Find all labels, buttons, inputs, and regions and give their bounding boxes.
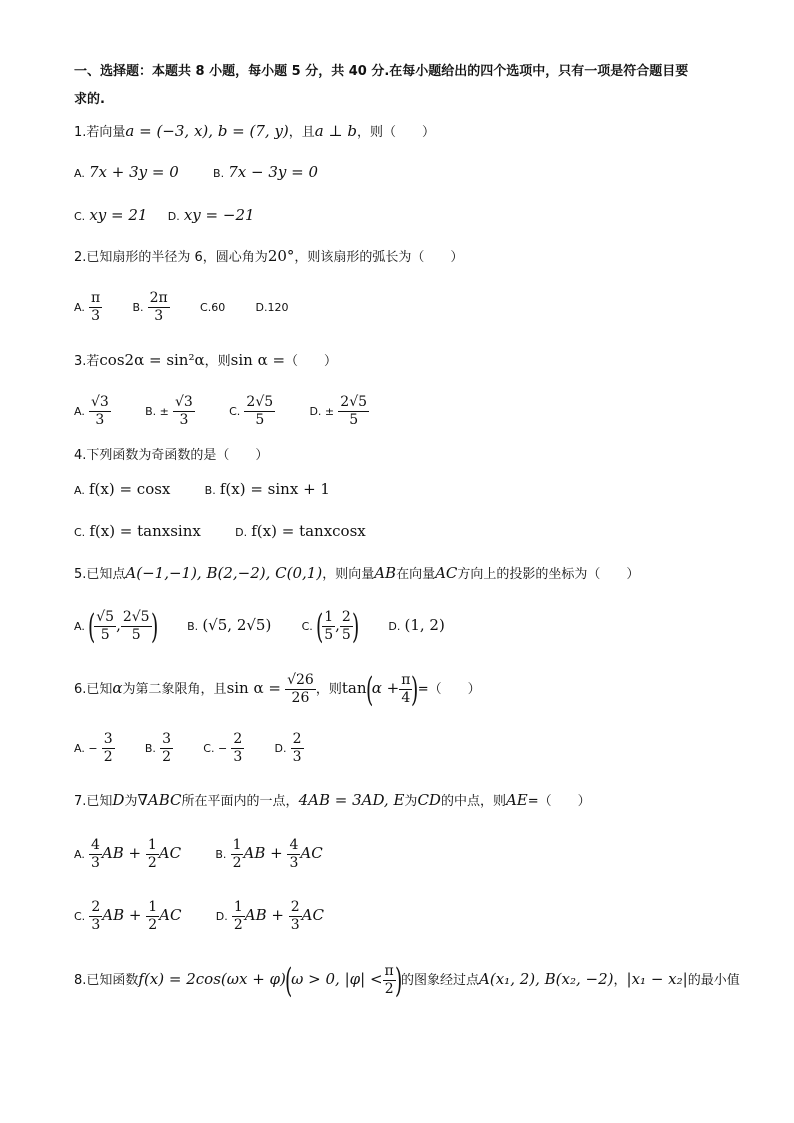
question-7-stem: 7.已知D为∇ABC所在平面内的一点，4AB = 3AD, E为CD的中点，则AE=（ ） (74, 791, 591, 809)
question-3-options: A. $\frac{√3}{3}$ B. ± $\frac{√3}{3}$ C. $\frac{2√5}{5}$ D. ± $\frac{2√5}{5}$ (74, 394, 368, 428)
vector-b: b = (7, y) (217, 122, 289, 140)
question-7-options-cd: C. $\frac{2}{3}$ AB + $\frac{1}{2}$ AC D. $\frac{1}{2}$ AB + $\frac{2}{3}$ AC (74, 899, 324, 933)
perpendicular-condition: a ⊥ b (314, 122, 357, 140)
question-8-stem: 8.已知函数f(x) = 2cos(ωx + φ)(ω > 0, |φ| < $\frac{\pi}{2}$ )的图象经过点A(x₁, 2), B(x₂, −2)，|x₁ − x₂|的最小值 (74, 960, 740, 1001)
vector-equation: 4AB = 3AD, E (298, 791, 405, 809)
option-b-fraction: $\frac{2\pi}{3}$ (149, 290, 168, 324)
question-5-options: A. ( $\frac{√5}{5}$ , $\frac{2√5}{5}$ ) B. (√5, 2√5) C. ( $\frac{1}{5}$ , $\frac{2}{5}$ ) D. (1, 2) (74, 606, 445, 647)
question-6-options: A. − $\frac{3}{2}$ B. $\frac{3}{2}$ C. − $\frac{2}{3}$ D. $\frac{2}{3}$ (74, 731, 302, 765)
option-a-fraction: $\frac{\pi}{3}$ (90, 290, 101, 324)
option-a-fraction-2: $\frac{2√5}{5}$ (122, 609, 150, 643)
question-1-options-ab: A. 7x + 3y = 0 B. 7x − 3y = 0 (74, 163, 318, 181)
option-c: f(x) = tanxsinx (89, 522, 201, 540)
section-heading-cont: 求的. (74, 92, 105, 107)
option-d: xy = −21 (183, 206, 255, 224)
sine-fraction: $\frac{√26}{26}$ (287, 672, 314, 706)
option-b: 7x − 3y = 0 (228, 163, 318, 181)
option-d-fraction: $\frac{2}{3}$ (292, 731, 302, 765)
option-b-fraction: $\frac{3}{2}$ (162, 731, 171, 765)
question-7-options-ab: A. $\frac{4}{3}$ AB + $\frac{1}{2}$ AC B. $\frac{1}{2}$ AB + $\frac{4}{3}$ AC (74, 837, 323, 871)
vector-ae: AE (505, 791, 528, 809)
pi-over-2: $\frac{\pi}{2}$ (384, 963, 394, 997)
question-4-options-cd: C. f(x) = tanxsinx D. f(x) = tanxcosx (74, 522, 366, 540)
question-2-stem: 2.已知扇形的半径为 6，圆心角为20°，则该扇形的弧长为（ ） (74, 247, 464, 265)
question-4-stem: 4.下列函数为奇函数的是（ ） (74, 448, 269, 463)
option-c: xy = 21 (89, 206, 148, 224)
option-c-fraction: $\frac{2}{3}$ (233, 731, 243, 765)
option-b: (√5, 2√5) (202, 616, 272, 634)
option-a: 7x + 3y = 0 (88, 163, 179, 181)
vector-ac: AC (435, 564, 458, 582)
question-5-stem: 5.已知点A(−1,−1), B(2,−2), C(0,1)，则向量AB在向量AC方向上的投影的坐标为（ ） (74, 564, 640, 582)
option-a-fraction: $\frac{√3}{3}$ (90, 394, 109, 428)
section-heading: 一、选择题：本题共 8 小题，每小题 5 分，共 40 分.在每小题给出的四个选项中，只有一项是符合题目要 (74, 64, 689, 79)
vector-a: a = (−3, x), (125, 122, 218, 140)
question-1-stem: 1.若向量a = (−3, x), b = (7, y)，且a ⊥ b，则（ ） (74, 122, 435, 140)
option-d: f(x) = tanxcosx (251, 522, 366, 540)
option-b: f(x) = sinx + 1 (219, 480, 330, 498)
option-d: D.120 (255, 301, 289, 314)
question-6-stem: 6.已知α为第二象限角，且sin α = $\frac{√26}{26}$ ，则tan(α + $\frac{\pi}{4}$ )=（ ） (74, 669, 481, 710)
option-b-fraction: $\frac{√3}{3}$ (174, 394, 193, 428)
option-a-fraction: $\frac{3}{2}$ (103, 731, 113, 765)
pi-over-4: $\frac{\pi}{4}$ (401, 672, 411, 706)
option-c-fraction-2: $\frac{2}{5}$ (341, 609, 351, 643)
question-4-options-ab: A. f(x) = cosx B. f(x) = sinx + 1 (74, 480, 330, 498)
question-1-options-cd: C. xy = 21 D. xy = −21 (74, 206, 255, 224)
option-a: f(x) = cosx (88, 480, 171, 498)
option-d-fraction: $\frac{2√5}{5}$ (340, 394, 368, 428)
option-d: (1, 2) (404, 616, 445, 634)
option-c-fraction-1: $\frac{1}{5}$ (324, 609, 334, 643)
option-c: C.60 (200, 301, 226, 314)
function-definition: f(x) = 2cos(ωx + φ) (138, 970, 286, 988)
question-2-options: A. $\frac{\pi}{3}$ B. $\frac{2\pi}{3}$ C.60 D.120 (74, 290, 289, 324)
option-a-fraction-1: $\frac{√5}{5}$ (96, 609, 115, 643)
option-c-fraction: $\frac{2√5}{5}$ (246, 394, 274, 428)
question-3-stem: 3.若cos2α = sin²α，则sin α =（ ） (74, 351, 338, 369)
vector-ab: AB (374, 564, 397, 582)
